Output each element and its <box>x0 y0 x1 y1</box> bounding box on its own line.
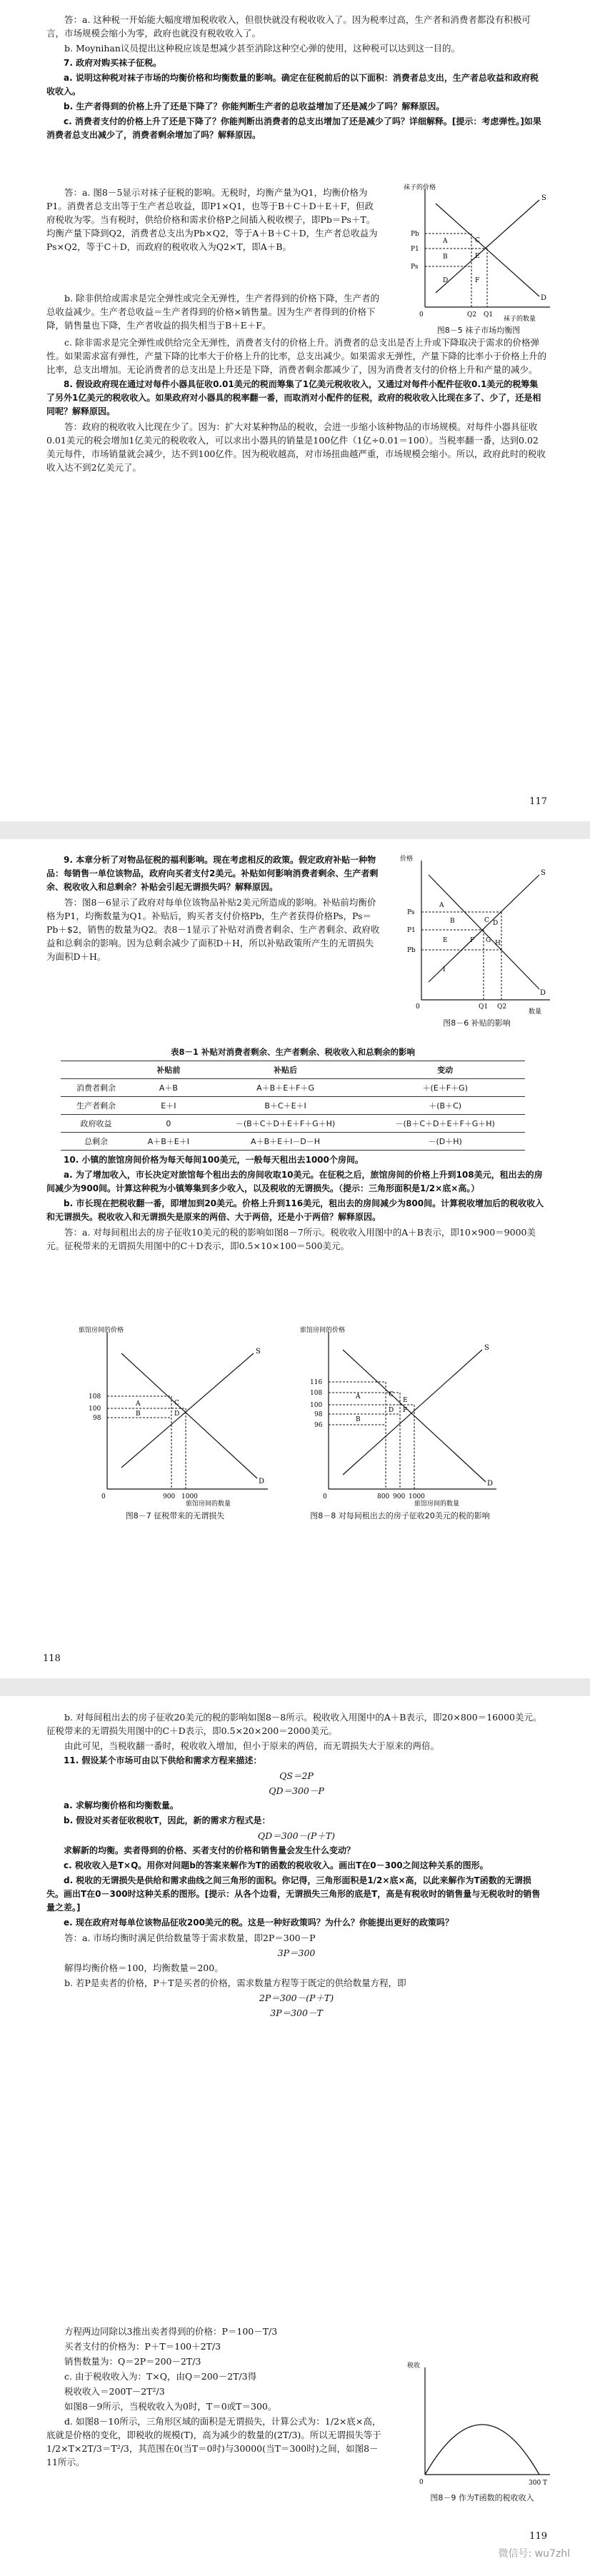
figure-8-7 <box>79 1325 271 1532</box>
question-11d: d. 税收的无谓损失是供给和需求曲线之间三角形的面积。你记得，三角形面积是1/2×底×高，以此来解作为T函数的无谓损失。画出T在0－300时这种关系的图形。[提示：从各个边看，无谓损失三角形的底是T，高是有税收时的销售量与无税收时的销售量之差。] <box>46 1875 541 1913</box>
supply-line <box>121 1353 254 1468</box>
fig88-label: E <box>403 1397 408 1404</box>
fig87-label: B <box>136 1410 141 1418</box>
revenue-curve <box>425 2425 539 2475</box>
fig89-ylabel: 税收 <box>407 2362 421 2370</box>
question-11: 11. 假设某个市场可由以下供给和需求方程来描述： <box>64 1755 262 1765</box>
table-cell: 消费者剩余 <box>61 1079 131 1097</box>
fig88-label: 96 <box>314 1422 323 1429</box>
figure-8-7-caption: 图8－7 征税带来的无谓损失 <box>125 1511 225 1520</box>
fig87-label: S <box>256 1348 261 1355</box>
page-number: 117 <box>529 796 547 807</box>
table-cell: E＋I <box>131 1097 206 1115</box>
fig88-label: B <box>356 1416 361 1423</box>
fig85-label: D <box>541 294 547 302</box>
table-cell: －(B＋C＋D＋E＋F＋G＋H) <box>365 1115 525 1133</box>
fig89-label: 0 <box>419 2479 424 2486</box>
question-7b: b. 生产者得到的价格上升了还是下降了？你能判断生产者的总收益增加了还是减少了吗？解释原因。 <box>64 101 445 111</box>
fig88-label: 800 <box>377 1493 390 1500</box>
fig88-label: C <box>389 1391 394 1398</box>
fig86-label: P1 <box>407 927 416 934</box>
fig86-label: Ps <box>407 909 415 916</box>
answer-7a: 答：a. 图8－5显示对袜子征税的影响。无税时，均衡产量为Q1，均衡价格为P1。消费者总支出等于生产者总收益，即P1×Q1，也等于B＋C＋D＋E＋F，但政府税收为零。当有税时，供给价格和需求价格P之间插入税收楔子，即Pb＝Ps＋T。均衡产量下降到Q2，消费者总支出为Pb×Q2，等于A＋B＋C＋D，生产者总收益为Ps×Q2，等于C＋D，而政府的税收收入为Q2×T，即A＋B。 <box>46 187 378 252</box>
page-118 <box>0 839 590 1678</box>
figure-8-9 <box>407 2360 557 2510</box>
figure-8-9-caption: 图8－9 作为T函数的税收收入 <box>430 2493 534 2502</box>
fig85-xlabel: 袜子的数量 <box>504 316 536 321</box>
question-11b: b. 假设对买者征收税收T，因此，新的需求方程式是： <box>64 1815 271 1825</box>
fig86-xlabel: 数量 <box>529 1008 542 1014</box>
answer-11a: 答：a. 市场均衡时满足供给数量等于需求数量，即2P＝300－P <box>64 1933 316 1943</box>
fig85-label: Q1 <box>484 311 494 319</box>
fig88-label: D <box>487 1480 494 1488</box>
fig88-label: 98 <box>314 1411 323 1418</box>
equation: 2P＝300－(P＋T) <box>259 1993 334 2003</box>
table-row <box>61 1079 525 1097</box>
figure-8-5-chart <box>404 182 554 321</box>
fig86-label: B <box>450 918 455 925</box>
equation: QS＝2P <box>279 1770 314 1781</box>
figure-8-6-caption: 图8－6 补贴的影响 <box>443 1018 511 1028</box>
answer-11b: b. 若P是卖者的价格，P＋T是买者的价格，需求数量方程等于既定的供给数量方程，即 <box>64 1978 406 1988</box>
table-cell: A＋B＋E＋I－D－H <box>206 1133 366 1151</box>
table-row <box>61 1097 525 1115</box>
fig86-label: C <box>484 917 489 924</box>
fig87-label: D <box>259 1478 265 1485</box>
page-117 <box>0 0 590 821</box>
fig86-label: F <box>470 937 475 944</box>
answer-9: 答：图8－6显示了政府对每单位该物品补贴2美元所造成的影响。补贴前均衡价格为P1，均衡数量为Q1。补贴后，购买者支付价格Pb，生产者获得价格Ps，Ps＝Pb＋$2，销售的数量为Q2。表8－1显示了补贴对消费者剩余、生产者剩余、政府收益和总剩余的影响。因为总剩余减少了面积D＋H，所以补贴政策所产生的无谓损失为面积D＋H。 <box>46 897 380 962</box>
question-7c: c. 消费者支付的价格上升了还是下降了？你能判断出消费者的总支出增加了还是减少了吗？详细解释。[提示：考虑弹性。]如果消费者总支出减少了，消费者剩余增加了吗？解释原因。 <box>46 116 541 140</box>
fig87-label: 900 <box>163 1493 176 1500</box>
figure-8-8-chart <box>300 1325 500 1507</box>
watermark: 微信号: wu7zhl <box>498 2548 570 2560</box>
fig88-label: S <box>484 1344 489 1352</box>
question-10: 10. 小镇的旅馆房间价格为每天每间100美元，一般每天租出去1000个房间。 <box>64 1155 364 1165</box>
question-7a: a. 说明这种税对袜子市场的均衡价格和均衡数量的影响。确定在征税前后的以下面积：消费者总支出，生产者总收益和政府税收收入。 <box>46 73 539 96</box>
question-7: 7. 政府对购买袜子征税。 <box>64 58 162 68</box>
fig88-label: D <box>389 1407 394 1414</box>
demand-line <box>121 1353 257 1478</box>
question-9-block <box>46 853 382 965</box>
fig85-label: D <box>443 277 449 284</box>
fig85-label: C <box>475 237 480 244</box>
table-cell: ＋(B＋C) <box>365 1097 525 1115</box>
answer-7-rest <box>46 291 382 334</box>
fig86-label: Q2 <box>497 1003 507 1011</box>
table-row <box>61 1133 525 1151</box>
fig88-label: 100 <box>310 1402 323 1409</box>
fig87-xlabel: 旅馆房间的数量 <box>186 1500 231 1507</box>
fig85-label: Pb <box>411 231 419 238</box>
table-cell: －(D＋H) <box>365 1133 525 1151</box>
page-number: 119 <box>529 2531 547 2542</box>
fig88-label: 1000 <box>409 1493 425 1500</box>
equation: QD＝300－(P＋T) <box>257 1830 336 1841</box>
table-8-1-title: 表8－1 补贴对消费者剩余、生产者剩余、税收收入和总剩余的影响 <box>170 1047 415 1057</box>
table-cell: ＋(E＋F＋G) <box>365 1079 525 1097</box>
question-10-block <box>46 1153 546 1254</box>
figure-8-5 <box>404 182 554 336</box>
question-11a: a. 求解均衡价格和均衡数量。 <box>64 1800 179 1810</box>
fig88-ylabel: 旅馆房间的价格 <box>300 1327 346 1334</box>
table-cell: 政府收益 <box>61 1115 131 1133</box>
question-9: 9. 本章分析了对物品征税的福利影响。现在考虑相反的政策。假定政府补贴一种物品：每销售一单位该物品，政府向买者支付2美元。补贴如何影响消费者剩余、生产者剩余、税收收入和总剩余？补贴会引起无谓损失吗？解释原因。 <box>46 855 379 892</box>
figure-8-6 <box>400 853 554 1032</box>
fig86-label: Q1 <box>479 1003 489 1011</box>
paragraph: 买者支付的价格为：P＋T＝100＋2T/3 <box>64 2341 221 2352</box>
answer-7c-block <box>46 336 546 476</box>
fig86-label: G <box>486 937 491 944</box>
figure-8-5-caption: 图8－5 袜子市场均衡图 <box>436 326 521 335</box>
fig85-label: F <box>475 277 480 284</box>
answer-7-text <box>46 186 382 255</box>
table-cell: －(B＋C＋D＋E＋F＋G＋H) <box>206 1115 366 1133</box>
fig85-label: E <box>475 253 480 260</box>
answer-10a: 答：a. 对每间租出去的房子征收10美元的税的影响如图8－7所示。税收收入用图中的A＋B表示，即10×900＝9000美元。征税带来的无谓损失用图中的C＋D表示，即0.5×10×100＝500美元。 <box>46 1227 536 1251</box>
table-header-cell: 变动 <box>365 1061 525 1079</box>
paragraph: 销售数量为：Q＝2P＝200－2T/3 <box>64 2356 201 2367</box>
paragraph: 方程两边同除以3推出卖者得到的价格：P＝100－T/3 <box>64 2326 278 2337</box>
paragraph: b. 对每间租出去的房子征收20美元的税的影响如图8－8所示。税收收入用图中的A＋B表示，即20×800＝16000美元。征税带来的无谓损失用图中的C＋D表示，即0.5×20×200＝2000美元。 <box>46 1712 542 1736</box>
paragraph: 由此可见，当税收翻一番时，税收收入增加，但小于原来的两倍，而无谓损失大于原来的两倍。 <box>64 1740 440 1751</box>
fig88-label: A <box>356 1393 361 1400</box>
fig87-label: A <box>136 1400 141 1408</box>
fig87-label: 108 <box>89 1393 101 1400</box>
fig86-label: S <box>541 869 546 877</box>
fig86-label: Pb <box>407 947 416 954</box>
fig87-label: 98 <box>93 1415 101 1422</box>
answer-7c: c. 除非需求是完全弹性或供给完全无弹性，消费者支付的价格上升。消费者的总支出是否上升或下降取决于需求的价格弹性。如果需求富有弹性，产量下降的比率大于价格上升的比率，总支出减少。如果需求无弹性，产量下降的比率小于价格上升的比率，总支出增加。无论消费者的总支出是上升还是下降，消费者剩余都减少了，因为消费者支付的价格上升和产量的减少。 <box>46 337 547 375</box>
fig87-label: C <box>174 1400 179 1407</box>
fig85-label: Ps <box>411 264 419 271</box>
figure-8-6-chart <box>400 853 554 1014</box>
paragraph: 如图8－9所示，当税收收入为0时，T＝0或T＝300。 <box>64 2401 277 2412</box>
question-10b: b. 市长现在把税收翻一番，即增加到20美元。价格上升到116美元，租出去的房间减少为800间。计算税收增加后的税收收入和无谓损失。税收收入和无谓损失是原来的两倍、大于两倍，还是小于两倍？解释原因。 <box>46 1198 544 1222</box>
fig86-label: E <box>443 937 448 944</box>
fig85-label: 0 <box>419 311 424 319</box>
table-cell: A＋B <box>131 1079 206 1097</box>
fig86-label: A <box>439 902 444 909</box>
fig89-label: 300 T <box>529 2480 548 2487</box>
page3-text-bottom <box>46 2325 389 2470</box>
fig88-label: 0 <box>323 1493 327 1500</box>
fig87-label: 100 <box>89 1405 101 1413</box>
table-8-1-grid <box>61 1061 525 1151</box>
answer-11d: d. 如图8－10所示，三角形区域的面积是无谓损失，计算公式为：1/2×底×高，底就是价格的变化，即税收的规模(T)，高为减少的数量的(2T/3)。所以无谓损失等于1/2×T×2T/3＝T²/3，其范围在0(当T＝0时)与30000(当T＝300时)之间，如图8－11所示。 <box>46 2416 381 2467</box>
paragraph: 税收收入＝200T－2T²/3 <box>64 2386 165 2397</box>
fig85-label: A <box>443 238 448 245</box>
fig87-ylabel: 旅馆房间的价格 <box>79 1327 124 1334</box>
question-11e: e. 现在政府对每单位该物品征收200美元的税。这是一种好政策吗？为什么？你能提出更好的政策吗？ <box>64 1918 454 1928</box>
figure-8-7-chart <box>79 1325 271 1507</box>
equation: QD＝300－P <box>269 1785 324 1796</box>
fig85-label: Q2 <box>467 311 477 319</box>
equation: 3P＝300－T <box>270 2008 323 2018</box>
table-cell: B＋C＋E＋I <box>206 1097 366 1115</box>
fig88-label: 116 <box>310 1379 323 1386</box>
table-header-cell: 补贴前 <box>131 1061 206 1079</box>
answer-11a-result: 解得均衡价格＝100，均衡数量＝200。 <box>64 1963 224 1973</box>
question-11b-cont: 求解新的均衡。卖者得到的价格、买者支付的价格和销售量会发生什么变动？ <box>64 1845 356 1855</box>
table-cell: A＋B＋E＋F＋G <box>206 1079 366 1097</box>
table-cell: A＋B＋E＋I <box>131 1133 206 1151</box>
answer-7b: b. 除非供给或需求是完全弹性或完全无弹性，生产者得到的价格下降，生产者的总收益减少。生产者总收益＝生产者得到的价格×销售量。因为生产者得到的价格下降，销售量也下降，生产者收益的损失相当于B＋E＋F。 <box>46 293 379 331</box>
table-header-cell <box>61 1061 131 1079</box>
fig87-label: D <box>174 1410 180 1418</box>
question-11c: c. 税收收入是T×Q。用你对问题b的答案来解作为T的函数的税收收入。画出T在0－300之间这种关系的图形。 <box>64 1860 489 1870</box>
fig86-ylabel: 价格 <box>400 856 414 863</box>
figure-8-8-caption: 图8－8 对每间租出去的房子征收20美元的税的影响 <box>310 1511 490 1520</box>
fig85-label: S <box>541 194 546 202</box>
fig86-label: 0 <box>416 1003 420 1011</box>
fig86-label: D <box>540 989 546 997</box>
fig85-ylabel: 袜子的价格 <box>404 184 436 191</box>
fig87-label: 0 <box>101 1493 106 1500</box>
paragraph: b. Moynihan议员提出这种税应该是想减少甚至消除这种空心弹的使用，这种税可以达到这一目的。 <box>64 43 460 54</box>
figure-8-8 <box>300 1325 500 1546</box>
page-number: 118 <box>43 1653 61 1664</box>
table-cell: 0 <box>131 1115 206 1133</box>
fig88-label: 900 <box>393 1493 406 1500</box>
page3-text-top <box>46 1710 546 2021</box>
fig88-label: F <box>403 1407 408 1414</box>
page-119 <box>0 1696 590 2576</box>
question-10a: a. 为了增加收入，市长决定对旅馆每个租出去的房间收取10美元。在征税之后，旅馆房间的价格上升到108美元，租出去的房间减少为900间。计算这种税为小镇筹集到多少收入，以及税收的无谓损失。（提示：三角形面积是1/2×底×高。） <box>46 1170 543 1193</box>
table-cell: 总剩余 <box>61 1133 131 1151</box>
table-cell: 生产者剩余 <box>61 1097 131 1115</box>
fig85-label: P1 <box>411 246 419 253</box>
table-8-1 <box>61 1046 525 1151</box>
fig86-label: I <box>443 966 446 973</box>
fig88-xlabel: 旅馆房间的数量 <box>414 1500 460 1507</box>
answer-8: 答：政府的税收收入比现在少了。因为：扩大对某种物品的税收，会进一步缩小该种物品的市场规模。对每件小器具征收0.01美元的税会增加1亿美元的税收收入，可以求出小器具的销量是100亿件（1亿÷0.01＝100）。当税率翻一番，达到0.02美元每件，市场销量就会减少，达不到100亿件。因为税收越高，对市场扭曲越严重，市场规模会缩小。所以，政府此时的税收收入达不到2亿美元了。 <box>46 421 546 473</box>
fig85-label: B <box>443 254 448 261</box>
answer-11c: c. 由于税收收入为：T×Q，由Q＝200－2T/3得 <box>64 2371 257 2382</box>
fig87-label: 1000 <box>181 1493 198 1500</box>
fig88-label: 108 <box>310 1390 323 1397</box>
fig86-label: H <box>495 940 501 947</box>
table-row <box>61 1115 525 1133</box>
equation: 3P＝300 <box>277 1948 316 1958</box>
paragraph: 答：a. 这种税一开始能大幅度增加税收收入，但很快就没有税收收入了。因为税率过高，生产者和消费者都没有积极可言，市场规模会缩小为零，政府也就没有税收收入了。 <box>46 14 531 39</box>
figure-8-9-chart <box>407 2360 557 2489</box>
question-8: 8. 假设政府现在通过对每件小器具征收0.01美元的税而筹集了1亿美元税收收入，又通过对每件小配件征收0.1美元的税筹集了另外1亿美元的税收收入。如果政府对小器具的税率翻一番，而取消对小配件的征税，政府的税收收入比现在多了、少了，还是相同呢？解释原因。 <box>46 379 541 416</box>
fig86-label: D <box>493 920 499 927</box>
page1-text <box>46 13 546 144</box>
table-header-row <box>61 1061 525 1079</box>
table-header-cell: 补贴后 <box>206 1061 366 1079</box>
